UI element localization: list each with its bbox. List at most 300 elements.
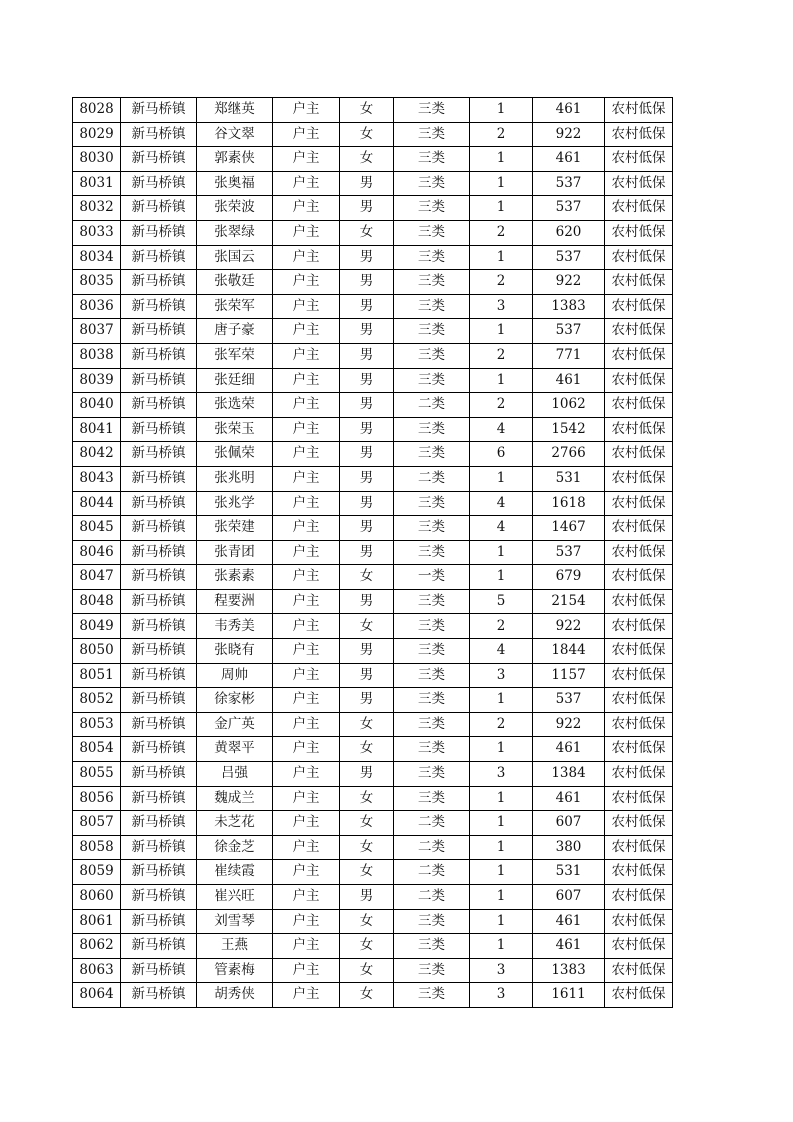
record-id-cell: 8045 [73,516,121,541]
role-cell: 户主 [273,343,340,368]
role-cell: 户主 [273,368,340,393]
amount-cell: 1844 [533,639,605,664]
role-cell: 户主 [273,442,340,467]
name-cell: 崔续霞 [197,860,273,885]
name-cell: 王燕 [197,934,273,959]
member-count-cell: 1 [470,737,533,762]
record-id-cell: 8033 [73,220,121,245]
record-id-cell: 8058 [73,835,121,860]
name-cell: 张青团 [197,540,273,565]
gender-cell: 男 [340,466,394,491]
aid-type-cell: 农村低保 [605,958,673,983]
record-id-cell: 8064 [73,983,121,1008]
table-row [73,762,673,787]
gender-cell: 女 [340,811,394,836]
amount-cell: 1157 [533,663,605,688]
table-row [73,811,673,836]
gender-cell: 女 [340,737,394,762]
role-cell: 户主 [273,983,340,1008]
aid-type-cell: 农村低保 [605,909,673,934]
record-id-cell: 8059 [73,860,121,885]
role-cell: 户主 [273,958,340,983]
name-cell: 张敬廷 [197,270,273,295]
gender-cell: 女 [340,98,394,123]
gender-cell: 男 [340,491,394,516]
amount-cell: 922 [533,712,605,737]
category-cell: 三类 [394,737,470,762]
member-count-cell: 3 [470,294,533,319]
town-cell: 新马桥镇 [121,343,197,368]
record-id-cell: 8056 [73,786,121,811]
name-cell: 郑继英 [197,98,273,123]
category-cell: 三类 [394,540,470,565]
aid-type-cell: 农村低保 [605,762,673,787]
aid-type-cell: 农村低保 [605,294,673,319]
gender-cell: 女 [340,614,394,639]
town-cell: 新马桥镇 [121,983,197,1008]
name-cell: 管素梅 [197,958,273,983]
name-cell: 张兆学 [197,491,273,516]
amount-cell: 1383 [533,958,605,983]
aid-type-cell: 农村低保 [605,147,673,172]
amount-cell: 620 [533,220,605,245]
town-cell: 新马桥镇 [121,688,197,713]
category-cell: 三类 [394,663,470,688]
role-cell: 户主 [273,491,340,516]
category-cell: 三类 [394,98,470,123]
aid-type-cell: 农村低保 [605,245,673,270]
aid-type-cell: 农村低保 [605,319,673,344]
record-id-cell: 8029 [73,122,121,147]
aid-type-cell: 农村低保 [605,934,673,959]
record-id-cell: 8043 [73,466,121,491]
category-cell: 三类 [394,417,470,442]
category-cell: 二类 [394,835,470,860]
amount-cell: 461 [533,368,605,393]
record-id-cell: 8053 [73,712,121,737]
aid-type-cell: 农村低保 [605,811,673,836]
gender-cell: 男 [340,417,394,442]
role-cell: 户主 [273,909,340,934]
member-count-cell: 1 [470,147,533,172]
aid-type-cell: 农村低保 [605,885,673,910]
town-cell: 新马桥镇 [121,639,197,664]
gender-cell: 男 [340,368,394,393]
member-count-cell: 2 [470,270,533,295]
record-id-cell: 8030 [73,147,121,172]
aid-type-cell: 农村低保 [605,712,673,737]
table-row [73,737,673,762]
gender-cell: 男 [340,270,394,295]
name-cell: 未芝花 [197,811,273,836]
member-count-cell: 1 [470,565,533,590]
aid-type-cell: 农村低保 [605,466,673,491]
gender-cell: 男 [340,343,394,368]
name-cell: 张佩荣 [197,442,273,467]
name-cell: 周帅 [197,663,273,688]
member-count-cell: 1 [470,466,533,491]
town-cell: 新马桥镇 [121,614,197,639]
town-cell: 新马桥镇 [121,98,197,123]
member-count-cell: 2 [470,614,533,639]
amount-cell: 537 [533,171,605,196]
table-row [73,860,673,885]
table-row [73,639,673,664]
town-cell: 新马桥镇 [121,417,197,442]
table-row [73,565,673,590]
record-id-cell: 8039 [73,368,121,393]
name-cell: 谷文翠 [197,122,273,147]
amount-cell: 537 [533,319,605,344]
role-cell: 户主 [273,393,340,418]
name-cell: 张荣玉 [197,417,273,442]
member-count-cell: 2 [470,393,533,418]
role-cell: 户主 [273,860,340,885]
town-cell: 新马桥镇 [121,171,197,196]
gender-cell: 男 [340,171,394,196]
name-cell: 金广英 [197,712,273,737]
table-row [73,540,673,565]
gender-cell: 男 [340,663,394,688]
gender-cell: 男 [340,639,394,664]
aid-type-cell: 农村低保 [605,589,673,614]
record-id-cell: 8034 [73,245,121,270]
amount-cell: 1618 [533,491,605,516]
aid-type-cell: 农村低保 [605,122,673,147]
gender-cell: 女 [340,983,394,1008]
category-cell: 三类 [394,786,470,811]
amount-cell: 1542 [533,417,605,442]
record-id-cell: 8041 [73,417,121,442]
name-cell: 张晓有 [197,639,273,664]
category-cell: 三类 [394,909,470,934]
role-cell: 户主 [273,688,340,713]
record-id-cell: 8062 [73,934,121,959]
gender-cell: 男 [340,196,394,221]
town-cell: 新马桥镇 [121,958,197,983]
member-count-cell: 4 [470,417,533,442]
table-row [73,466,673,491]
amount-cell: 922 [533,122,605,147]
category-cell: 二类 [394,393,470,418]
town-cell: 新马桥镇 [121,122,197,147]
member-count-cell: 1 [470,811,533,836]
record-id-cell: 8054 [73,737,121,762]
member-count-cell: 1 [470,934,533,959]
record-id-cell: 8038 [73,343,121,368]
aid-type-cell: 农村低保 [605,516,673,541]
name-cell: 胡秀侠 [197,983,273,1008]
record-id-cell: 8057 [73,811,121,836]
amount-cell: 537 [533,540,605,565]
record-id-cell: 8031 [73,171,121,196]
table-row [73,343,673,368]
name-cell: 韦秀美 [197,614,273,639]
amount-cell: 607 [533,885,605,910]
category-cell: 三类 [394,983,470,1008]
town-cell: 新马桥镇 [121,811,197,836]
category-cell: 三类 [394,934,470,959]
aid-type-cell: 农村低保 [605,368,673,393]
category-cell: 三类 [394,491,470,516]
table-row [73,983,673,1008]
record-id-cell: 8042 [73,442,121,467]
table-row [73,688,673,713]
role-cell: 户主 [273,171,340,196]
aid-type-cell: 农村低保 [605,270,673,295]
amount-cell: 1467 [533,516,605,541]
gender-cell: 男 [340,442,394,467]
town-cell: 新马桥镇 [121,835,197,860]
record-id-cell: 8046 [73,540,121,565]
town-cell: 新马桥镇 [121,737,197,762]
town-cell: 新马桥镇 [121,466,197,491]
record-id-cell: 8060 [73,885,121,910]
aid-type-cell: 农村低保 [605,98,673,123]
record-id-cell: 8052 [73,688,121,713]
amount-cell: 2154 [533,589,605,614]
member-count-cell: 1 [470,688,533,713]
amount-cell: 537 [533,245,605,270]
member-count-cell: 1 [470,860,533,885]
town-cell: 新马桥镇 [121,294,197,319]
gender-cell: 女 [340,712,394,737]
member-count-cell: 1 [470,319,533,344]
category-cell: 三类 [394,147,470,172]
table-row [73,294,673,319]
town-cell: 新马桥镇 [121,540,197,565]
record-id-cell: 8049 [73,614,121,639]
table-row [73,491,673,516]
town-cell: 新马桥镇 [121,589,197,614]
table-row [73,663,673,688]
amount-cell: 1611 [533,983,605,1008]
role-cell: 户主 [273,270,340,295]
member-count-cell: 1 [470,786,533,811]
record-id-cell: 8037 [73,319,121,344]
table-row [73,934,673,959]
role-cell: 户主 [273,220,340,245]
table-row [73,147,673,172]
gender-cell: 女 [340,958,394,983]
category-cell: 三类 [394,343,470,368]
table-row [73,171,673,196]
town-cell: 新马桥镇 [121,442,197,467]
category-cell: 二类 [394,885,470,910]
gender-cell: 男 [340,762,394,787]
name-cell: 张奥福 [197,171,273,196]
aid-type-cell: 农村低保 [605,786,673,811]
gender-cell: 女 [340,565,394,590]
role-cell: 户主 [273,565,340,590]
member-count-cell: 1 [470,196,533,221]
aid-type-cell: 农村低保 [605,565,673,590]
category-cell: 三类 [394,639,470,664]
town-cell: 新马桥镇 [121,368,197,393]
amount-cell: 1384 [533,762,605,787]
town-cell: 新马桥镇 [121,934,197,959]
town-cell: 新马桥镇 [121,860,197,885]
town-cell: 新马桥镇 [121,270,197,295]
table-row [73,614,673,639]
table-row [73,786,673,811]
town-cell: 新马桥镇 [121,762,197,787]
record-id-cell: 8055 [73,762,121,787]
aid-type-cell: 农村低保 [605,835,673,860]
role-cell: 户主 [273,663,340,688]
table-row [73,220,673,245]
aid-type-cell: 农村低保 [605,491,673,516]
name-cell: 魏成兰 [197,786,273,811]
town-cell: 新马桥镇 [121,220,197,245]
name-cell: 徐家彬 [197,688,273,713]
record-id-cell: 8028 [73,98,121,123]
aid-type-cell: 农村低保 [605,860,673,885]
member-count-cell: 3 [470,983,533,1008]
name-cell: 张选荣 [197,393,273,418]
aid-type-cell: 农村低保 [605,343,673,368]
name-cell: 郭素侠 [197,147,273,172]
amount-cell: 2766 [533,442,605,467]
table-row [73,417,673,442]
role-cell: 户主 [273,122,340,147]
gender-cell: 男 [340,540,394,565]
name-cell: 黄翠平 [197,737,273,762]
amount-cell: 461 [533,934,605,959]
role-cell: 户主 [273,885,340,910]
name-cell: 张廷细 [197,368,273,393]
category-cell: 三类 [394,270,470,295]
role-cell: 户主 [273,516,340,541]
category-cell: 三类 [394,516,470,541]
gender-cell: 女 [340,934,394,959]
amount-cell: 531 [533,466,605,491]
gender-cell: 男 [340,393,394,418]
aid-type-cell: 农村低保 [605,393,673,418]
member-count-cell: 1 [470,171,533,196]
gender-cell: 男 [340,516,394,541]
aid-type-cell: 农村低保 [605,417,673,442]
category-cell: 三类 [394,958,470,983]
category-cell: 三类 [394,171,470,196]
name-cell: 张兆明 [197,466,273,491]
relief-roster-table [72,97,673,1008]
member-count-cell: 2 [470,122,533,147]
town-cell: 新马桥镇 [121,885,197,910]
amount-cell: 1062 [533,393,605,418]
category-cell: 二类 [394,811,470,836]
role-cell: 户主 [273,762,340,787]
town-cell: 新马桥镇 [121,712,197,737]
name-cell: 崔兴旺 [197,885,273,910]
name-cell: 张国云 [197,245,273,270]
role-cell: 户主 [273,811,340,836]
record-id-cell: 8047 [73,565,121,590]
name-cell: 唐子豪 [197,319,273,344]
amount-cell: 461 [533,909,605,934]
record-id-cell: 8051 [73,663,121,688]
aid-type-cell: 农村低保 [605,442,673,467]
town-cell: 新马桥镇 [121,491,197,516]
role-cell: 户主 [273,614,340,639]
town-cell: 新马桥镇 [121,663,197,688]
record-id-cell: 8063 [73,958,121,983]
amount-cell: 537 [533,196,605,221]
gender-cell: 男 [340,589,394,614]
town-cell: 新马桥镇 [121,565,197,590]
role-cell: 户主 [273,934,340,959]
amount-cell: 922 [533,270,605,295]
category-cell: 二类 [394,860,470,885]
role-cell: 户主 [273,540,340,565]
aid-type-cell: 农村低保 [605,983,673,1008]
gender-cell: 女 [340,147,394,172]
table-row [73,98,673,123]
member-count-cell: 2 [470,712,533,737]
aid-type-cell: 农村低保 [605,614,673,639]
town-cell: 新马桥镇 [121,319,197,344]
member-count-cell: 1 [470,368,533,393]
table-row [73,368,673,393]
category-cell: 三类 [394,220,470,245]
town-cell: 新马桥镇 [121,245,197,270]
category-cell: 二类 [394,466,470,491]
category-cell: 三类 [394,319,470,344]
table-row [73,835,673,860]
town-cell: 新马桥镇 [121,147,197,172]
role-cell: 户主 [273,417,340,442]
roster-body [73,98,673,1008]
record-id-cell: 8035 [73,270,121,295]
member-count-cell: 1 [470,909,533,934]
amount-cell: 461 [533,98,605,123]
table-row [73,909,673,934]
aid-type-cell: 农村低保 [605,540,673,565]
member-count-cell: 3 [470,663,533,688]
name-cell: 张荣军 [197,294,273,319]
gender-cell: 女 [340,860,394,885]
name-cell: 张荣建 [197,516,273,541]
gender-cell: 女 [340,909,394,934]
aid-type-cell: 农村低保 [605,171,673,196]
member-count-cell: 2 [470,343,533,368]
name-cell: 张翠绿 [197,220,273,245]
role-cell: 户主 [273,196,340,221]
member-count-cell: 4 [470,516,533,541]
category-cell: 一类 [394,565,470,590]
town-cell: 新马桥镇 [121,393,197,418]
category-cell: 三类 [394,368,470,393]
aid-type-cell: 农村低保 [605,639,673,664]
record-id-cell: 8036 [73,294,121,319]
member-count-cell: 3 [470,958,533,983]
amount-cell: 380 [533,835,605,860]
town-cell: 新马桥镇 [121,516,197,541]
table-row [73,245,673,270]
aid-type-cell: 农村低保 [605,688,673,713]
member-count-cell: 3 [470,762,533,787]
name-cell: 吕强 [197,762,273,787]
role-cell: 户主 [273,147,340,172]
amount-cell: 461 [533,786,605,811]
gender-cell: 女 [340,220,394,245]
table-row [73,122,673,147]
category-cell: 三类 [394,589,470,614]
member-count-cell: 2 [470,220,533,245]
table-row [73,319,673,344]
name-cell: 张荣波 [197,196,273,221]
category-cell: 三类 [394,614,470,639]
